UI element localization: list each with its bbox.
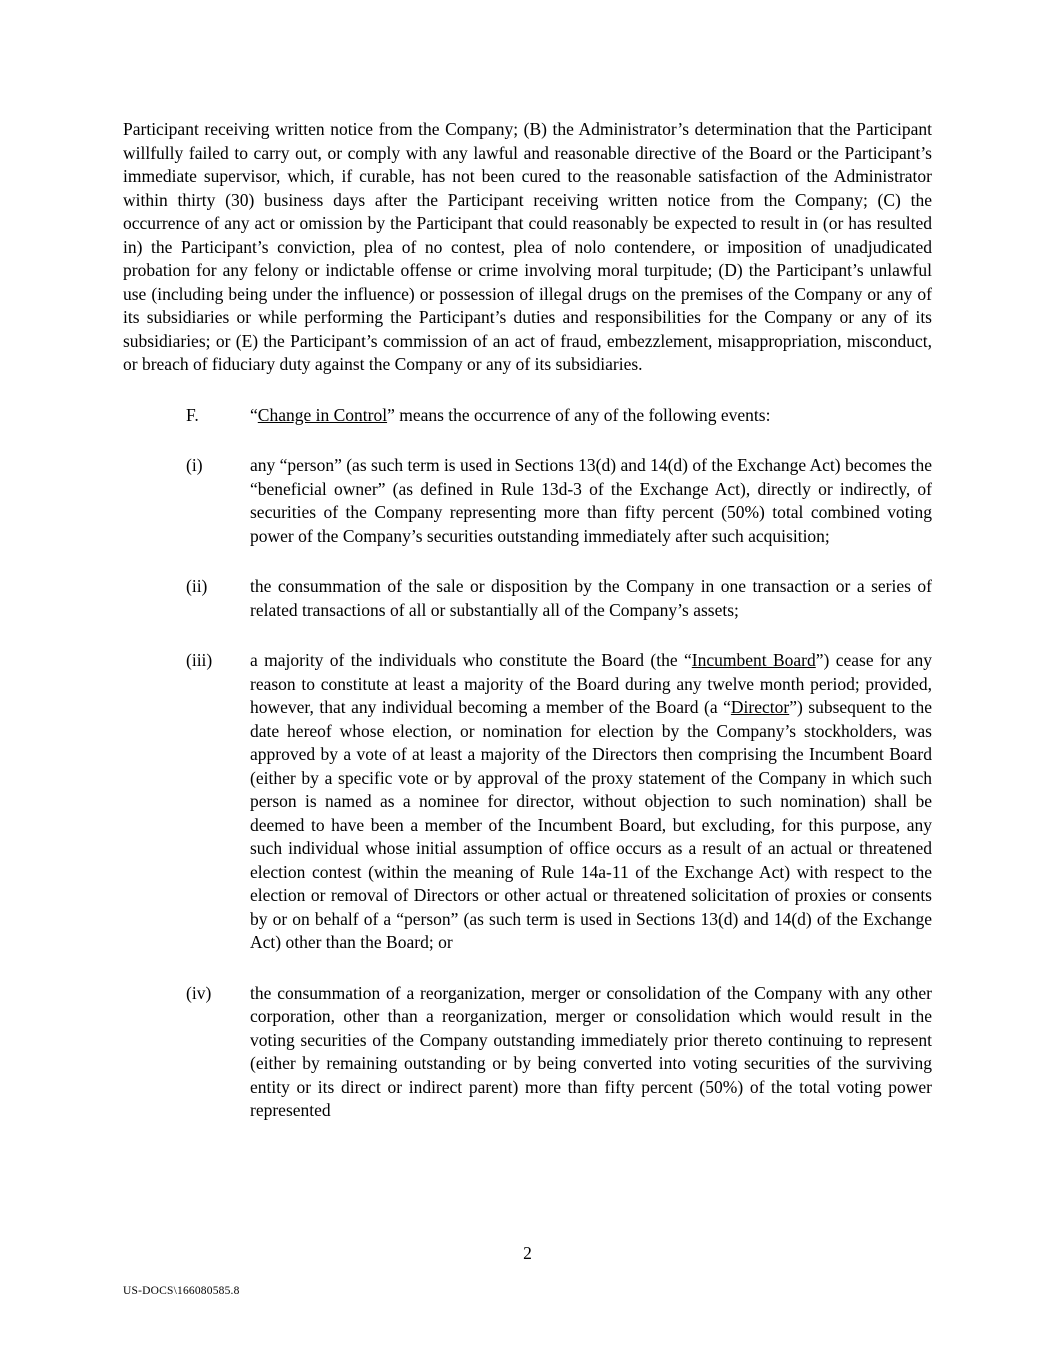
clause-item-iii-text [250,649,932,955]
clause-item-iii-seg3: ”) subsequent to the date hereof whose election, or nomination for election by the Company’s stockholders, was approved by a vote of at least a majority of the Directors then comprising the Incumbent Board (either by a specific vote or by approval of the proxy statement of the Company in which such person is named as a nominee for director, without objection to such nomination) shall be deemed to have been a member of the Incumbent Board, but excluding, for this purpose, any such individual whose initial assumption of office occurs as a result of an actual or threatened election contest (within the meaning of Rule 14a-11 of the Exchange Act) with respect to the election or removal of Directors or other actual or threatened solicitation of proxies or consents by or on behalf of a “person” (as such term is used in Sections 13(d) and 14(d) of the Exchange Act) other than the Board; or [250,697,932,952]
intro-continuation-paragraph: Participant receiving written notice from the Company; (B) the Administrator’s determination that the Participant willfully failed to carry out, or comply with any lawful and reasonable directive of the Board or the Participant’s immediate supervisor, which, if curable, has not been cured to the reasonable satisfaction of the Administrator within thirty (30) business days after the Participant receiving written notice from the Company; (C) the occurrence of any act or omission by the Participant that could reasonably be expected to result in (or has resulted in) the Participant’s conviction, plea of no contest, plea of nolo contendere, or imposition of unadjudicated probation for any felony or indictable offense or crime involving moral turpitude; (D) the Participant’s unlawful use (including being under the influence) or possession of illegal drugs on the premises of the Company or any of its subsidiaries or while performing the Participant’s duties and responsibilities for the Company or any of its subsidiaries; or (E) the Participant’s commission of an act of fraud, embezzlement, misappropriation, misconduct, or breach of fiduciary duty against the Company or any of its subsidiaries. [123,119,932,374]
defined-term-incumbent-board: Incumbent Board [691,650,816,670]
clause-item-ii-text: the consummation of the sale or disposition by the Company in one transaction or a series of related transactions of all or substantially all of the Company’s assets; [250,576,932,620]
clause-item-iii-seg2: ”) cease for any reason to constitute at least a majority of the Board during any twelve month period; provided, however, that any individual becoming a member of the Board (a “ [250,650,932,717]
clause-item-ii-marker: (ii) [186,576,208,596]
defined-term-change-in-control: Change in Control [257,404,388,425]
page-number: 2 [523,1242,532,1263]
clause-f-marker: F. [186,404,199,425]
defined-term-director: Director [730,697,790,717]
clause-item-iv [186,982,932,1123]
clause-f-text [250,404,932,428]
clause-item-i [186,454,932,548]
clause-f-pre: “ [250,404,258,425]
clause-f [186,404,932,428]
document-footer-id: US-DOCS\166080585.8 [123,1284,240,1297]
clause-item-iii-seg1: a majority of the individuals who constitute the Board (the “ [250,650,692,670]
clause-item-i-text: any “person” (as such term is used in Sections 13(d) and 14(d) of the Exchange Act) becomes the “beneficial owner” (as defined in Rule 13d-3 of the Exchange Act), directly or indirectly, of securities of the Company representing more than fifty percent (50%) total combined voting power of the Company’s securities outstanding immediately after such acquisition; [250,455,932,546]
clause-item-iii-marker: (iii) [186,650,213,670]
clause-item-iv-text: the consummation of a reorganization, merger or consolidation of the Company with any other corporation, other than a reorganization, merger or consolidation which would result in the voting securities of the Company outstanding immediately prior thereto continuing to represent (either by remaining outstanding or by being converted into voting securities of the surviving entity or its direct or indirect parent) more than fifty percent (50%) of the total voting power represented [250,982,932,1120]
clause-f-post: ” means the occurrence of any of the following events: [387,404,771,425]
clause-item-iv-marker: (iv) [186,982,212,1003]
clause-item-i-marker: (i) [186,455,203,475]
clause-item-iii [186,649,932,955]
clause-item-ii [186,575,932,622]
